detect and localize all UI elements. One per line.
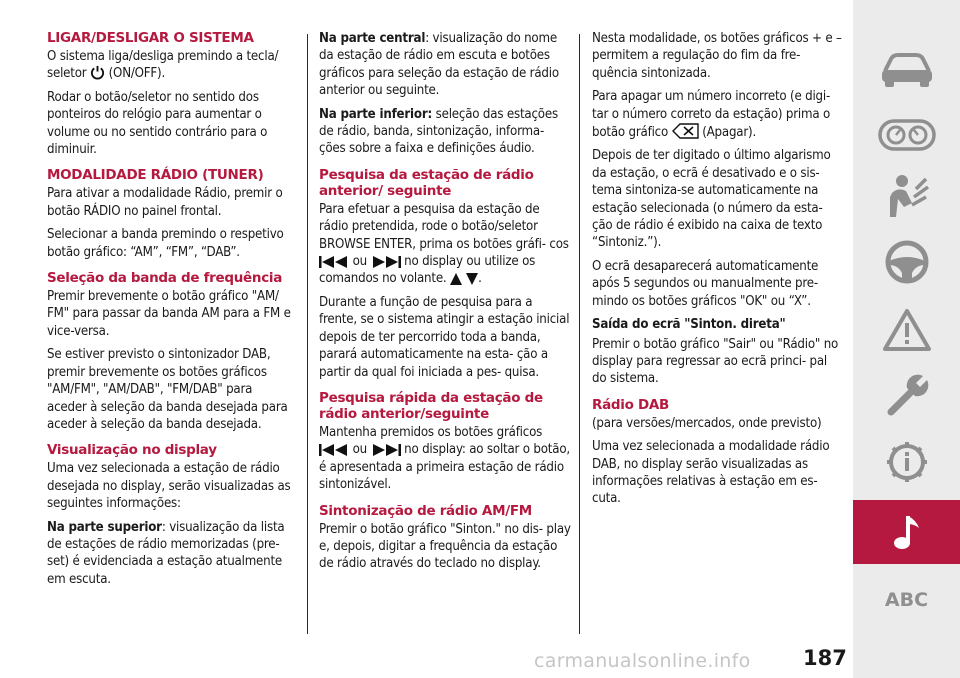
paragraph: Premir brevemente o botão gráfico "AM/ FM" para passar da banda AM para a FM e vice-versa.: [47, 289, 291, 339]
steering-arrows-icon: [450, 273, 478, 285]
paragraph: Uma vez selecionada a estação de rádio desejada no display, serão visualizadas as seguintes informações:: [47, 461, 291, 512]
warning-triangle-icon: [882, 308, 932, 352]
paragraph: Se estiver previsto o sintonizador DAB, premir brevemente os botões gráficos "AM/FM", "AM/DAB", "FM/DAB" para aceder à seleção da banda desejada para aceder à seleção da banda desejada.: [47, 347, 288, 432]
heading-selecao-banda: Seleção da banda de frequência: [47, 270, 283, 287]
heading-visualizacao-display: Visualização no display: [47, 442, 217, 459]
car-icon: [879, 51, 935, 89]
paragraph: Durante a função de pesquisa para a frente, se o sistema atingir a estação inicial depois de ter percorrido toda a banda, parará automaticamente na esta- ção a partir da qual foi iniciada a pes- quisa.: [319, 294, 570, 380]
paragraph: Para ativar a modalidade Rádio, premir o botão RÁDIO no painel frontal.: [47, 186, 283, 219]
next-track-icon: [371, 256, 401, 268]
paragraph: Mantenha premidos os botões gráficos ou no display: ao soltar o botão, é apresentada a primeira estação de rádio sintonizável.: [319, 424, 570, 493]
chapter-tab-maintenance[interactable]: [853, 366, 960, 426]
chapter-tab-warnings[interactable]: [853, 300, 960, 360]
paragraph: Na parte inferior: seleção das estações de rádio, banda, sintonização, informa- ções sobre a faixa e definições áudio.: [319, 106, 558, 157]
index-label: ABC: [884, 589, 929, 611]
subheading-saida-ecra: Saída do ecrã "Sinton. direta": [592, 317, 786, 333]
dashboard-gauges-icon: [878, 117, 936, 153]
paragraph: Nesta modalidade, os botões gráficos + e – permitem a regulação do fim da fre- quência sintonizada.: [592, 31, 842, 81]
chapter-tab-dashboard[interactable]: [853, 105, 960, 165]
heading-modalidade-radio: MODALIDADE RÁDIO (TUNER): [47, 167, 264, 184]
heading-pesquisa-rapida: Pesquisa rápida da estação de rádio anterior/seguinte: [319, 389, 543, 422]
wrench-icon: [883, 372, 931, 420]
paragraph: Para efetuar a pesquisa da estação de rádio pretendida, rode o botão/seletor BROWSE ENTER, prima os botões gráfi- cos ou no display ou utilize os comandos no volante. .: [319, 201, 569, 287]
heading-ligar-desligar: LIGAR/DESLIGAR O SISTEMA: [47, 30, 254, 46]
paragraph: Premir o botão gráfico "Sinton." no dis- play e, depois, digitar a frequência da estação de rádio através do teclado no display.: [319, 521, 571, 572]
watermark: carmanualsonline.info: [534, 650, 751, 672]
column-divider: [307, 34, 308, 634]
heading-pesquisa-estacao: Pesquisa da estação de rádio anterior/ seguinte: [319, 166, 534, 199]
column-3: [592, 30, 842, 514]
column-2: [319, 30, 571, 579]
column-divider: [579, 34, 580, 634]
power-icon: [90, 65, 105, 80]
chapter-tab-index[interactable]: [853, 570, 960, 630]
backspace-icon: [672, 123, 699, 139]
heading-sintonizacao: Sintonização de rádio AM/FM: [319, 502, 532, 519]
chapter-tab-safety[interactable]: [853, 168, 960, 228]
paragraph: O sistema liga/desliga premindo a tecla/ seletor (ON/OFF).: [47, 49, 279, 82]
chapter-tab-multimedia[interactable]: [853, 500, 960, 564]
paragraph: Na parte superior: visualização da lista de estações de rádio memorizadas (pre- set) é evidenciada a estação atualmente em escuta.: [47, 519, 285, 587]
chapter-tab-car[interactable]: [853, 40, 960, 100]
paragraph: Uma vez selecionada a modalidade rádio DAB, no display serão visualizadas as informações relativas à estação em es- cuta.: [592, 439, 830, 507]
paragraph: Para apagar um número incorreto (e digi- tar o número correto da estação) prima o botão gráfico (Apagar).: [592, 89, 831, 141]
chapter-sidebar: [853, 0, 960, 678]
paragraph: Premir o botão gráfico "Sair" ou "Rádio" no display para regressar ao ecrã princi- pal do sistema.: [592, 336, 839, 387]
paragraph: O ecrã desaparecerá automaticamente após 5 segundos ou manualmente pre- mindo os botões gráficos "OK" ou “X”.: [592, 258, 819, 309]
page-number: 187: [803, 646, 847, 670]
paragraph: Rodar o botão/seletor no sentido dos ponteiros do relógio para aumentar o volume ou no sentido contrário para o diminuir.: [47, 89, 268, 158]
heading-radio-dab: Rádio DAB: [592, 396, 670, 413]
previous-track-icon: [319, 256, 349, 268]
seatbelt-person-icon: [882, 173, 932, 223]
paragraph: (para versões/mercados, onde previsto): [592, 415, 822, 431]
column-1: [47, 30, 295, 594]
paragraph: Depois de ter digitado o último algarismo da estação, o ecrã é desativado e o sis- tema sintoniza-se automaticamente na estação selecionada (o número da esta- ção de rádio é exibido na caixa de texto “Sintoniz.”).: [592, 148, 831, 251]
previous-track-icon: [319, 444, 349, 456]
info-gear-icon: [884, 439, 930, 485]
next-track-icon: [371, 444, 401, 456]
steering-wheel-icon: [884, 239, 930, 285]
chapter-tab-driving[interactable]: [853, 232, 960, 292]
paragraph: Na parte central: visualização do nome da estação de rádio em escuta e botões gráficos para seleção da estação de rádio anterior ou seguinte.: [319, 31, 559, 99]
chapter-tab-technical-data[interactable]: [853, 432, 960, 492]
paragraph: Selecionar a banda premindo o respetivo botão gráfico: “AM”, “FM”, “DAB”.: [47, 227, 284, 260]
music-note-icon: [892, 512, 922, 552]
